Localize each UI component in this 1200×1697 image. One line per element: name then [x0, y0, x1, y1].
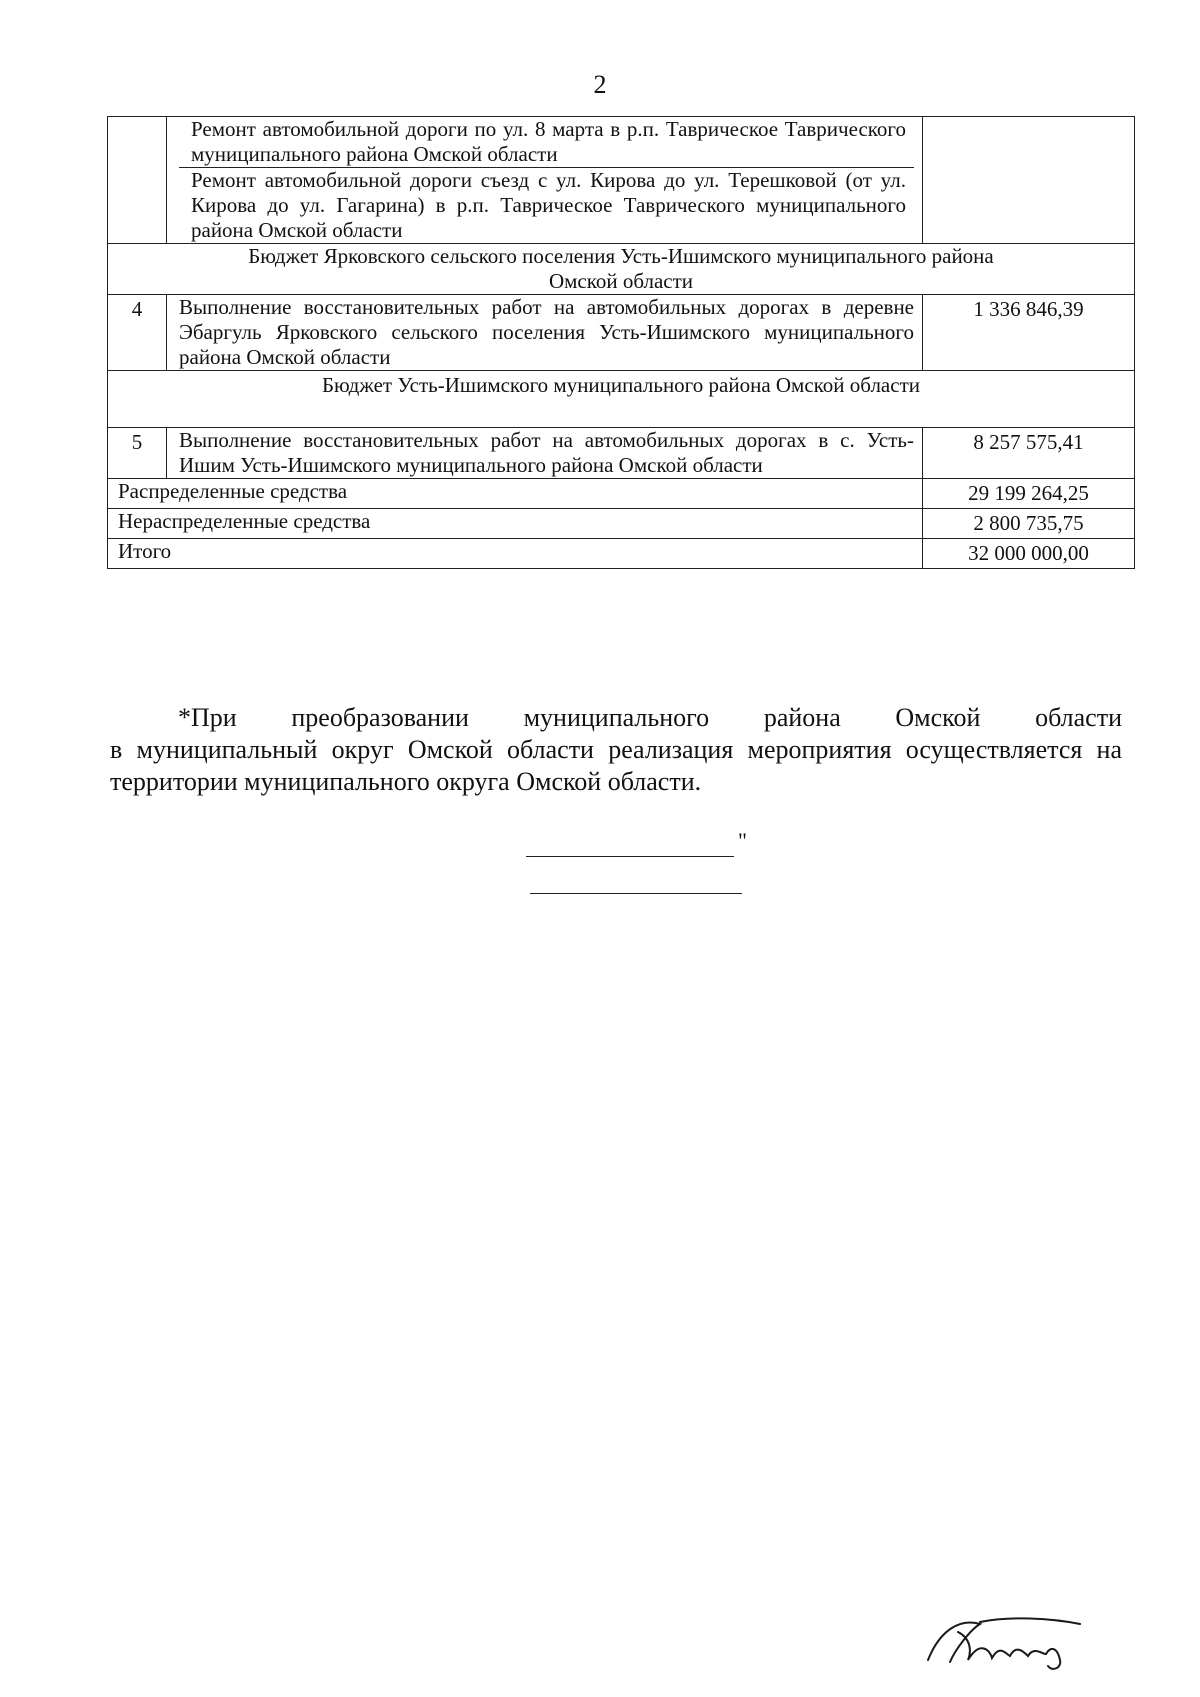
total-label: Итого [108, 539, 923, 569]
description-cell [167, 117, 923, 244]
row-number: 5 [108, 428, 167, 479]
footnote-rest: в муниципальный округ Омской области реализация мероприятия осуществляется на территории муниципального округа Омской области. [110, 735, 1122, 796]
section-header: Бюджет Ярковского сельского поселения Усть-Ишимского муниципального района Омской области [108, 244, 1135, 295]
row-number-cell [108, 117, 167, 244]
total-label: Распределенные средства [108, 479, 923, 509]
total-amount: 29 199 264,25 [923, 479, 1135, 509]
page-number: 2 [593, 70, 607, 99]
table-row [108, 428, 1135, 479]
total-row [108, 539, 1135, 569]
section-header: Бюджет Усть-Ишимского муниципального района Омской области [108, 371, 1135, 428]
row-number: 4 [108, 295, 167, 371]
row-description: Выполнение восстановительных работ на автомобильных дорогах в с. Усть-Ишим Усть-Ишимского муниципального района Омской области [167, 428, 923, 479]
signature-image [920, 1610, 1090, 1670]
row-amount: 8 257 575,41 [923, 428, 1135, 479]
total-row [108, 509, 1135, 539]
table-row [108, 117, 1135, 244]
budget-table [107, 116, 1135, 569]
row-amount: 1 336 846,39 [923, 295, 1135, 371]
amount-cell [923, 117, 1135, 244]
footnote [110, 702, 1122, 798]
total-label: Нераспределенные средства [108, 509, 923, 539]
road-item: Ремонт автомобильной дороги съезд с ул. Кирова до ул. Терешковой (от ул. Кирова до ул. Гагарина) в р.п. Таврическое Таврического муниципального района Омской области [179, 167, 914, 243]
closing-quote: " [738, 828, 747, 853]
row-description: Выполнение восстановительных работ на автомобильных дорогах в деревне Эбаргуль Ярковского сельского поселения Усть-Ишимского муниципального района Омской области [167, 295, 923, 371]
footnote-line-1: *При преобразовании муниципального района Омской области [178, 703, 1122, 732]
table-row [108, 244, 1135, 295]
table-row [108, 295, 1135, 371]
total-amount: 32 000 000,00 [923, 539, 1135, 569]
total-amount: 2 800 735,75 [923, 509, 1135, 539]
road-item: Ремонт автомобильной дороги по ул. 8 марта в р.п. Таврическое Таврического муниципального района Омской области [191, 117, 906, 166]
end-line [530, 893, 742, 894]
closing-line [526, 826, 734, 857]
total-row [108, 479, 1135, 509]
table-row [108, 371, 1135, 428]
